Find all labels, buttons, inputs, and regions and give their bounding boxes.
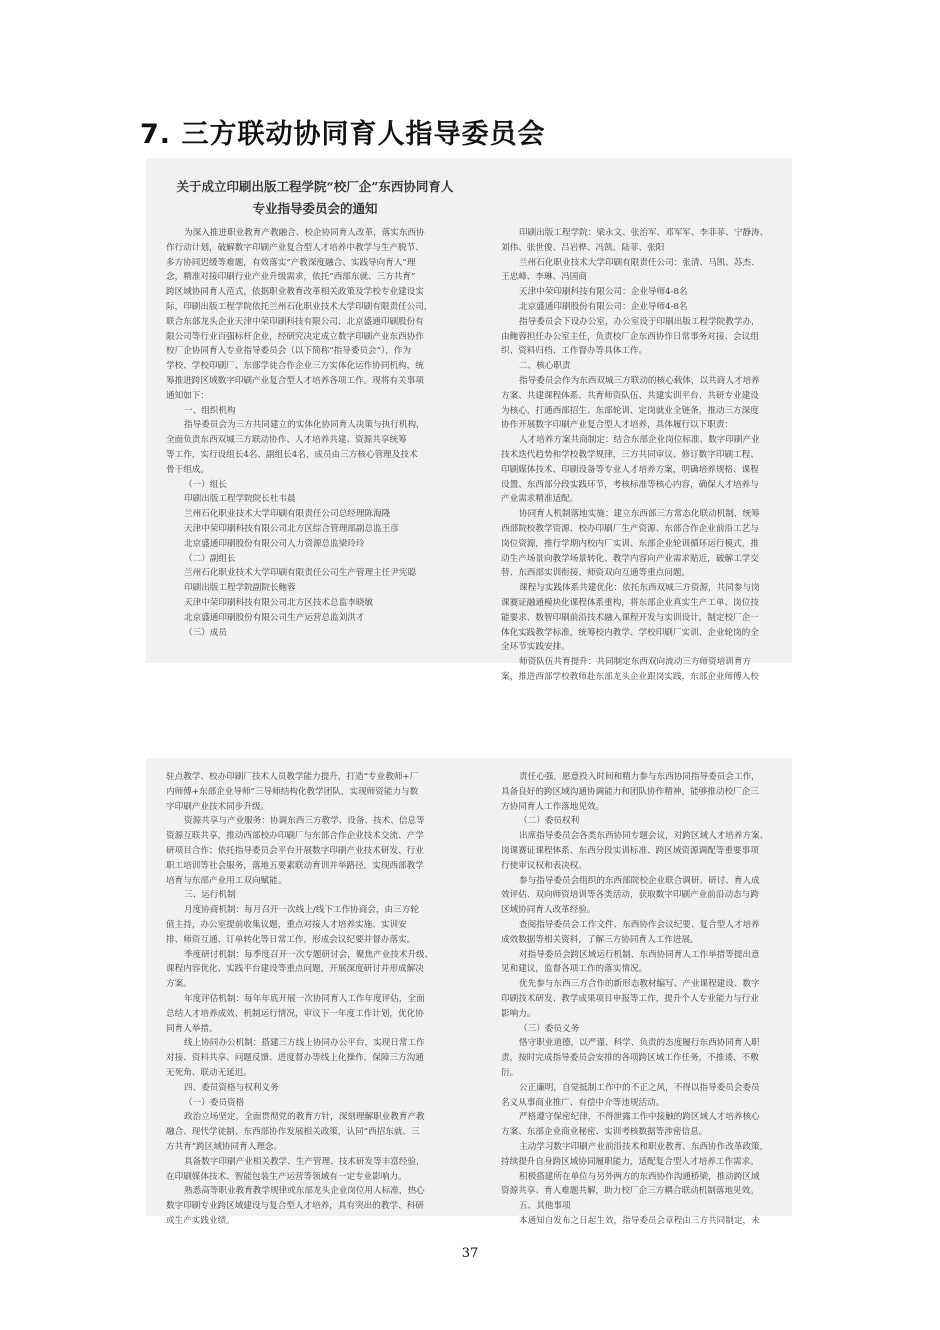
- notice-line: （一）委员资格: [184, 1097, 245, 1108]
- notice-line: 四、委员资格与权利义务: [184, 1082, 279, 1093]
- notice-line: 师资队伍共育提升：共同制定东西双向流动三方师资培训育方: [519, 657, 752, 668]
- notice-line: （一）组长: [184, 479, 227, 490]
- section-heading: 7. 三方联动协同育人指导委员会: [140, 119, 546, 150]
- notice-line: 或生产实践业绩。: [166, 1215, 235, 1226]
- notice-line: 方协同育人工作落地见效。: [501, 801, 605, 812]
- notice-line: 二、核心职责: [519, 361, 571, 372]
- notice-line: 季度研讨机制：每季度召开一次专题研讨会，聚焦产业技术升级、: [184, 949, 434, 960]
- notice-line: 由鲍蓉担任办公室主任，负责校厂企东西协作日常事务对接、会议组: [501, 331, 759, 342]
- notice-line: 出席指导委员会各类东西协同专题会议，对跨区域人才培养方案、: [519, 831, 769, 842]
- notice-line: 全面负责东西双城三方联动协作、人才培养共建、资源共享统筹: [166, 435, 407, 446]
- notice-line: 排、师资互通、订单转化等日常工作，形成会议纪要并督办落实。: [166, 934, 416, 945]
- notice-line: 方案。: [166, 979, 192, 990]
- notice-line: 区域协同育人改革经验。: [501, 905, 596, 916]
- notice-line: 内师傅+东部企业导师”三导师结构化教学团队，实现师资能力与数: [166, 786, 419, 797]
- notice-line: 总结人才培养成效、机制运行情况，审议下一年度工作计划，优化协: [166, 1008, 424, 1019]
- notice-line: 筹推进跨区域数字印刷产业复合型人才培养各项工作。现将有关事项: [166, 375, 424, 386]
- notice-line: 衍。: [501, 1067, 519, 1078]
- notice-line: 能要求、数智印刷前沿技术融入课程开发与实训设计，制定校厂企一: [501, 612, 759, 623]
- notice-line: 印刷媒体技术、印刷设备等专业人才培养方案，明确培养规格、课程: [501, 464, 759, 475]
- notice-line: 印刷出版工程学院：梁永文、张治军、邓军军、李菲菲、宁静涛、: [519, 228, 769, 238]
- notice-line: 月度协商机制：每月召开一次线上/线下工作协商会，由三方轮: [184, 905, 419, 916]
- notice-line: 西部院校教学资源、校办印刷厂生产资源、东部合作企业前沿工艺与: [501, 523, 759, 534]
- notice-line: 产业需求精准适配。: [501, 494, 579, 505]
- notice-line: 方共育”跨区域协同育人理念。: [166, 1141, 283, 1152]
- notice-line: 刘伟、张世俊、吕岩桦、冯凯、陆菲、张阳: [501, 242, 665, 253]
- notice-line: 研项目合作；依托指导委员会平台开展数字印刷产业技术研发、行业: [166, 845, 424, 856]
- notice-line: 值主持，办公室提前收集议题，重点对接人才培养实施、实训安: [166, 919, 407, 930]
- notice-line: 限公司等行业百强标杆企业，经研究决定成立数字印刷产业东西协作: [166, 331, 424, 342]
- notice-line: 岗位资源，推行学期内校内厂实训、东部企业轮训循环运行模式，推: [501, 538, 759, 549]
- notice-line: 具备良好的跨区域沟通协调能力和团队协作精神，能够推动校厂企三: [501, 786, 759, 797]
- notice-line: 协作开展数字印刷产业复合型人才培养，具体履行以下职责：: [501, 420, 734, 431]
- notice-line: 资源共享、育人难题共解，助力校厂企三方耦合联动机制落地见效。: [501, 1186, 759, 1197]
- notice-line: 数字印刷专业跨区域建设与复合型人才培养，具有突出的教学、科研: [166, 1201, 424, 1212]
- notice-line: 在印刷媒体技术、智能包装生产运营等领域有一定专业影响力。: [166, 1171, 407, 1182]
- notice-line: 方案、东部企业商业秘密、实训考核数据等涉密信息。: [501, 1127, 708, 1138]
- notice-line: 查阅指导委员会工作文件、东西协作会议纪要、复合型人才培养: [519, 919, 760, 930]
- notice-line: 天津中荣印刷科技有限公司北方区综合管理部副总监王彦: [184, 523, 399, 534]
- notice-line: 王忠峰、李琳、冯国商: [501, 272, 587, 283]
- notice-line: 课程与实践体系共建优化：依托东西双城三方资源，共同参与岗: [519, 583, 760, 594]
- notice-line: 行使审议权和表决权。: [501, 860, 587, 871]
- notice-line: 一、组织机构: [184, 405, 236, 416]
- notice-line: 印刷出版工程学院院长杜韦晨: [184, 494, 296, 505]
- notice-line: 驻点教学、校办印刷厂技术人员教学能力提升，打造“专业教师+厂: [166, 772, 419, 782]
- notice-line: 字印刷产业技术同步升级。: [166, 801, 270, 812]
- notice-line: 融合、现代学徒制、东西部协作发展相关政策，认同“西招东就、三: [166, 1127, 420, 1138]
- notice-line: 本通知自发布之日起生效，指导委员会章程由三方共同制定，未: [519, 1215, 760, 1226]
- notice-line: 兰州石化职业技术大学印刷有限责任公司：张清、马凯、苏杰、: [519, 257, 760, 268]
- notice-line: 具备数字印刷产业相关教学、生产管理、技术研发等丰富经验，: [184, 1156, 425, 1167]
- notice-line: 责，按时完成指导委员会安排的各项跨区域工作任务，不推诿、不敷: [501, 1053, 759, 1064]
- notice-line: 天津中荣印刷科技有限公司：企业导师4-8名: [519, 287, 688, 298]
- notice-line: 指导委员会下设办公室，办公室设于印刷出版工程学院教学办，: [519, 316, 760, 327]
- scanned-notice-page-1: [146, 158, 792, 682]
- notice-line: 对接、资料共享、问题反馈、进度督办等线上化操作，保障三方沟通: [166, 1053, 424, 1064]
- notice-line: 三、运行机制: [184, 890, 236, 901]
- notice-line: 公正廉明，自觉抵制工作中的不正之风，不得以指导委员会委员: [519, 1082, 760, 1093]
- notice-line: 通知如下：: [166, 390, 209, 401]
- notice-line: 成效数据等相关资料，了解三方协同育人工作进展。: [501, 934, 699, 945]
- notice-line: 主动学习数字印刷产业前沿技术和职业教育、东西协作改革政策，: [519, 1141, 769, 1152]
- notice-line: 织、资料归档、工作督办等具体工作。: [501, 346, 648, 357]
- notice-line: 技术迭代趋势和学校教学规律，三方共同审议、修订数字印刷工程、: [501, 449, 759, 460]
- notice-line: 全环节实践安排。: [501, 642, 570, 653]
- notice-line: 印刷技术研发、教学成果项目申报等工作，提升个人专业能力与行业: [501, 993, 759, 1004]
- notice-line: 北京盛通印刷股份有限公司：企业导师4-8名: [519, 301, 688, 312]
- notice-line: 课程内容优化、实践平台建设等重点问题，开展深度研讨并形成解决: [166, 964, 424, 975]
- notice-line: 校厂企协同育人专业指导委员会（以下简称“指导委员会”），作为: [166, 346, 412, 357]
- notice-line: 兰州石化职业技术大学印刷有限责任公司生产管理主任尹宪聪: [184, 568, 417, 579]
- notice-line: 印刷出版工程学院副院长鲍蓉: [184, 583, 296, 594]
- notice-line: 学校、学校印刷厂、东部学徒合作企业三方实体化运作协同机构，统: [166, 361, 424, 372]
- notice-line: 人才培养方案共商制定：结合东部企业岗位标准、数字印刷产业: [519, 435, 760, 446]
- notice-line: 培育与东部产业用工双向赋能。: [166, 875, 287, 886]
- notice-line: 年度评估机制：每年年底开展一次协同育人工作年度评估，全面: [184, 993, 425, 1004]
- notice-line: 等工作，实行设组长4名、副组长4名，成员由三方核心管理及技术: [166, 449, 418, 460]
- notice-line: 积极搭建所在单位与另外两方的东西协作沟通桥梁，推动跨区域: [519, 1171, 760, 1182]
- notice-line: 动生产场景向教学场景转化、教学内容向产业需求贴近，破解工学交: [501, 553, 759, 564]
- notice-line: 北京盛通印刷股份有限公司生产运营总监刘洪才: [184, 612, 365, 623]
- notice-line: 资源共享与产业服务：协调东西三方教学、设备、技术、信息等: [184, 816, 425, 827]
- notice-line: 恪守职业道德，以严谨、科学、负责的态度履行东西协同育人职: [519, 1038, 760, 1049]
- notice-line: 指导委员会为三方共同建立的实体化协同育人决策与执行机构，: [184, 420, 425, 431]
- notice-line: 协同育人机制落地实施：建立东西部三方常态化联动机制，统筹: [519, 509, 760, 520]
- notice-line: （二）委员权利: [519, 816, 580, 827]
- notice-line: 职工培训等社会服务，落地五要素联动育训并举路径，实现西部教学: [166, 860, 424, 871]
- notice-line: 政治立场坚定，全面贯彻党的教育方针，深刻理解职业教育产教: [184, 1112, 425, 1123]
- notice-line: 参与指导委员会组织的东西部院校企业联合调研、研讨、育人成: [519, 875, 760, 886]
- notice-line: 兰州石化职业技术大学印刷有限责任公司总经理陈海隆: [184, 509, 391, 520]
- notice-line: 设置、东西部分段实践环节，考核标准等核心内容，确保人才培养与: [501, 479, 759, 490]
- notice-line: 无死角、联动无延迟。: [166, 1067, 252, 1078]
- notice-line: 北京盛通印刷股份有限公司人力资源总监梁玲玲: [184, 538, 365, 549]
- notice-line: 天津中荣印刷科技有限公司北方区技术总监李晓敏: [184, 597, 374, 608]
- notice-right-column-2: [501, 770, 768, 1229]
- notice-line: 对指导委员会跨区域运行机制、东西协同育人工作举措等提出意: [519, 949, 760, 960]
- notice-left-column-1: [166, 226, 432, 640]
- notice-line: 资源互联共享，推动西部校办印刷厂与东部合作企业技术交流、产学: [166, 831, 424, 842]
- notice-line: 五、其他事项: [519, 1201, 571, 1212]
- notice-line: 为深入推进职业教育产教融合、校企协同育人改革，落实东西协: [184, 228, 425, 238]
- notice-line: 优先参与东西三方合作的新形态教材编写、产业课程建设、数字: [519, 979, 760, 990]
- notice-line: 体化实践教学标准，统筹校内教学、学校印刷厂实训、企业轮岗的全: [501, 627, 759, 638]
- scanned-notice-page-2: [146, 758, 792, 1226]
- notice-line: 替、东西部实训衔接、师资双向互通等重点问题。: [501, 568, 691, 579]
- notice-line: （三）委员义务: [519, 1023, 580, 1034]
- notice-line: 持续提升自身跨区域协同履职能力，适配复合型人才培养工作需求。: [501, 1156, 759, 1167]
- notice-line: 影响力。: [501, 1008, 536, 1019]
- notice-line: 名义从事商业推广、有偿中介等违规活动。: [501, 1097, 665, 1108]
- notice-line: 熟悉高等职业教育教学规律或东部龙头企业岗位用人标准，热心: [184, 1186, 425, 1197]
- notice-line: 责任心强，愿意投入时间和精力参与东西协同指导委员会工作，: [519, 772, 760, 782]
- notice-line: 多方协同迟缓等难题，有效落实“产教深度融合、实践导向育人”理: [166, 257, 416, 268]
- notice-line: 效评估、双向师资培训等各类活动，获取数字印刷产业前沿动态与跨: [501, 890, 759, 901]
- notice-right-column-1: [501, 226, 768, 685]
- notice-line: 严格遵守保密纪律，不得泄露工作中接触的跨区域人才培养核心: [519, 1112, 760, 1123]
- notice-title-line-2: 专业指导委员会的通知: [252, 201, 378, 216]
- notice-line: 念，精准对接印刷行业产业升级需求，依托“西部东就、三方共育”: [166, 272, 416, 283]
- notice-line: 指导委员会作为东西双城三方联动的核心载体，以共商人才培养: [519, 375, 760, 386]
- notice-line: 骨干组成。: [166, 464, 209, 475]
- notice-line: 课赛证融通模块化课程体系重构，将东部企业真实生产工单、岗位技: [501, 597, 759, 608]
- page-number: 37: [461, 1246, 479, 1261]
- notice-line: 作行动计划，破解数字印刷产业复合型人才培养中教学与生产脱节、: [166, 242, 424, 253]
- notice-line: 岗课赛证课程体系、东西分段实训标准、跨区域资源调配等重要事项: [501, 845, 759, 856]
- notice-title-line-1: 关于成立印刷出版工程学院“校厂企”东西协同育人: [176, 179, 454, 194]
- notice-line: 同育人举措。: [166, 1023, 218, 1034]
- notice-line: （二）副组长: [184, 553, 236, 564]
- notice-line: 见和建议，监督各项工作的落实情况。: [501, 964, 648, 975]
- notice-line: 线上协同办公机制：搭建三方线上协同办公平台，实现日常工作: [184, 1038, 425, 1049]
- notice-line: 际，印刷出版工程学院依托兰州石化职业技术大学印刷有限责任公司，: [166, 301, 433, 312]
- notice-line: 联合东部龙头企业天津中荣印刷科技有限公司、北京盛通印刷股份有: [166, 316, 424, 327]
- notice-title: [146, 176, 484, 220]
- notice-line: 为核心，打通西部招生、东部轮训、定岗就业全链条，推动三方深度: [501, 405, 759, 416]
- notice-line: 方案、共建课程体系、共育师资队伍、共建实训平台、共研专业建设: [501, 390, 759, 401]
- notice-line: 跨区域协同育人范式，依据职业教育改革相关政策及学校专业建设实: [166, 287, 424, 298]
- notice-line: （三）成员: [184, 627, 227, 638]
- notice-line: 案，推进西部学校教师赴东部龙头企业跟岗实践，东部企业师傅入校: [501, 671, 759, 682]
- notice-left-column-2: [166, 770, 433, 1229]
